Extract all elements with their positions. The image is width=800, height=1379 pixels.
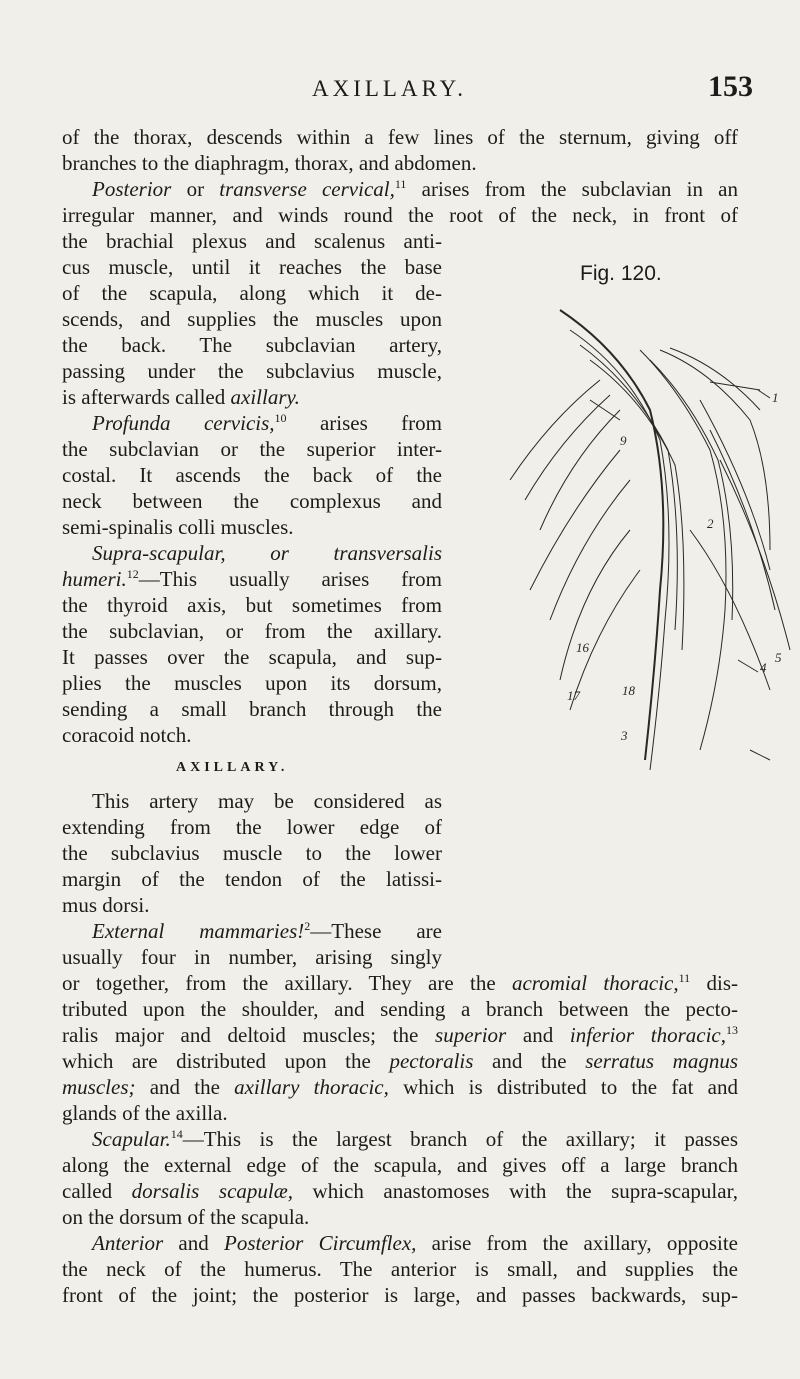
text-line (62, 1022, 738, 1048)
text-fragment: arise from the axillary, opposite (416, 1231, 738, 1255)
text-line: branches to the diaphragm, thorax, and abdomen. (62, 151, 477, 175)
text-fragment: arises from (286, 411, 442, 435)
text-line: passing under the subclavius muscle, (62, 359, 442, 383)
page-number: 153 (708, 70, 753, 103)
text-line: costal. It ascends the back of the (62, 463, 442, 487)
text-line: front of the joint; the posterior is large, and passes backwards, sup- (62, 1283, 738, 1307)
text-line: the back. The subclavian artery, (62, 333, 442, 357)
text-line: the subclavius muscle to the lower (62, 841, 442, 865)
figure-number: 4 (760, 660, 767, 675)
text-fragment: which is distributed to the fat and (388, 1075, 738, 1099)
text-line: coracoid notch. (62, 723, 192, 747)
text-fragment: ralis major and deltoid muscles; the (62, 1023, 436, 1047)
text-fragment: arises from the subclavian in an (406, 177, 738, 201)
text-fragment: and (163, 1231, 225, 1255)
text-fragment: is afterwards called (62, 385, 231, 409)
text-fragment: or (171, 177, 220, 201)
text-line (62, 970, 738, 996)
text-line: extending from the lower edge of (62, 815, 442, 839)
text-line: of the thorax, descends within a few lines of the sternum, giving off (62, 125, 738, 149)
text-line: It passes over the scapula, and sup- (62, 645, 442, 669)
term-external-mammaries: External mammaries! (92, 919, 305, 943)
text-line: the brachial plexus and scalenus anti- (62, 229, 442, 253)
figure-number: 18 (622, 683, 635, 698)
text-line: the neck of the humerus. The anterior is small, and supplies the (62, 1257, 738, 1281)
term-scapular: Scapular. (92, 1127, 171, 1151)
text-line (92, 1126, 738, 1152)
text-line: cus muscle, until it reaches the base (62, 255, 442, 279)
text-fragment: and (506, 1023, 570, 1047)
term-axillary: axillary. (230, 385, 300, 409)
figure-number: 16 (576, 640, 589, 655)
text-fragment: which anastomoses with the supra-scapular, (292, 1179, 738, 1203)
text-fragment: and the (135, 1075, 235, 1099)
anatomical-figure (470, 290, 800, 790)
text-line (92, 918, 442, 944)
text-fragment: and the (473, 1049, 586, 1073)
text-line (62, 566, 442, 592)
figure-number: 3 (621, 728, 628, 743)
text-line: irregular manner, and winds round the root of the neck, in front of (62, 203, 738, 227)
text-fragment: called (62, 1179, 132, 1203)
page-header (0, 66, 800, 106)
figure-number: 2 (707, 516, 714, 531)
text-line: the subclavian or the superior inter- (62, 437, 442, 461)
term-dorsalis-scapulae: dorsalis scapulæ, (131, 1179, 293, 1203)
footnote-ref: 11 (678, 971, 691, 985)
text-line: semi-spinalis colli muscles. (62, 515, 294, 539)
text-line: This artery may be considered as (92, 789, 442, 813)
text-line: glands of the axilla. (62, 1101, 228, 1125)
term-profunda-cervicis: Profunda cervicis, (92, 411, 275, 435)
term-posterior: Posterior (92, 177, 172, 201)
text-line (92, 1230, 738, 1256)
figure-number: 9 (620, 433, 627, 448)
text-fragment: dis- (690, 971, 739, 995)
text-line (62, 384, 442, 410)
footnote-ref: 11 (394, 177, 407, 191)
text-line: of the scapula, along which it de- (62, 281, 442, 305)
term-pectoralis: pectoralis (389, 1049, 474, 1073)
running-title: AXILLARY. (312, 76, 468, 101)
term-anterior: Anterior (92, 1231, 164, 1255)
term-superior: superior (435, 1023, 507, 1047)
term-acromial-thoracic: acromial thoracic, (511, 971, 679, 995)
term-supra-scapular: Supra-scapular, or transversalis (92, 541, 442, 565)
term-serratus-magnus: serratus magnus (585, 1049, 739, 1073)
footnote-ref: 14 (170, 1127, 183, 1141)
text-line (92, 176, 738, 202)
term-inferior-thoracic: inferior thoracic, (569, 1023, 726, 1047)
text-fragment: —These are (310, 919, 442, 943)
figure-number: 1 (772, 390, 779, 405)
text-line: along the external edge of the scapula, and gives off a large branch (62, 1153, 738, 1177)
text-line (62, 1074, 738, 1100)
figure-number: 17 (567, 688, 580, 703)
text-fragment: —This is the largest branch of the axillary; it passes (182, 1127, 738, 1151)
section-heading: AXILLARY. (176, 760, 289, 775)
text-line: on the dorsum of the scapula. (62, 1205, 310, 1229)
footnote-ref: 2 (304, 919, 311, 933)
text-line: the subclavian, or from the axillary. (62, 619, 442, 643)
term-muscles: muscles; (62, 1075, 136, 1099)
term-humeri: humeri. (62, 567, 127, 591)
figure-illustration (470, 290, 800, 790)
text-fragment: or together, from the axillary. They are the (62, 971, 512, 995)
text-line: plies the muscles upon its dorsum, (62, 671, 442, 695)
footnote-ref: 12 (126, 567, 139, 581)
figure-number: 5 (775, 650, 782, 665)
text-line: tributed upon the shoulder, and sending a branch between the pecto- (62, 997, 738, 1021)
text-line: usually four in number, arising singly (62, 945, 442, 969)
term-axillary-thoracic: axillary thoracic, (234, 1075, 389, 1099)
text-line (62, 1048, 738, 1074)
footnote-ref: 13 (726, 1023, 738, 1037)
text-line: scends, and supplies the muscles upon (62, 307, 442, 331)
text-fragment: —This usually arises from (138, 567, 442, 591)
text-fragment: which are distributed upon the (62, 1049, 390, 1073)
footnote-ref: 10 (274, 411, 287, 425)
text-line: the thyroid axis, but sometimes from (62, 593, 442, 617)
text-line: neck between the complexus and (62, 489, 442, 513)
term-posterior-circumflex: Posterior Circumflex, (224, 1231, 417, 1255)
term-transverse-cervical: transverse cervical, (219, 177, 395, 201)
text-line: mus dorsi. (62, 893, 150, 917)
text-line (92, 410, 442, 436)
text-line (62, 1178, 738, 1204)
figure-label: Fig. 120. (580, 262, 662, 285)
text-line: sending a small branch through the (62, 697, 442, 721)
text-line: margin of the tendon of the latissi- (62, 867, 442, 891)
